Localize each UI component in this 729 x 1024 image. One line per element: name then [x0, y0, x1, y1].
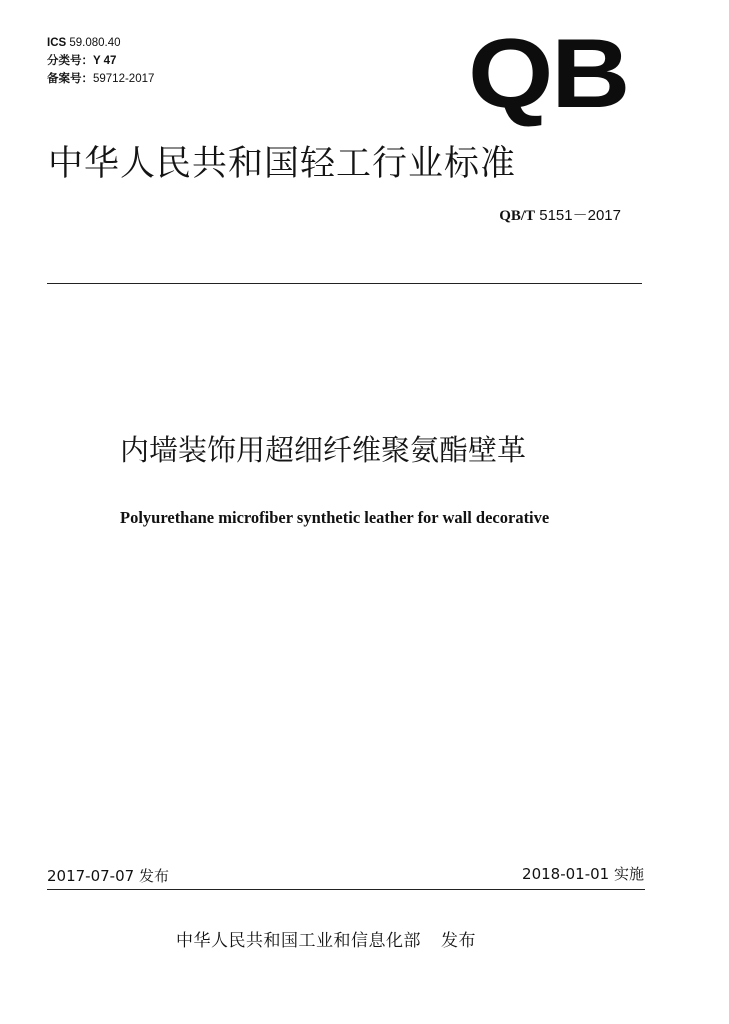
category-value: Y 47: [93, 55, 117, 67]
effective-date: 2018-01-01 实施: [522, 865, 644, 883]
document-title-cn: 内墙装饰用超细纤维聚氨酯壁革: [120, 433, 527, 467]
qb-logo: QB: [468, 18, 629, 128]
ics-label: ICS: [47, 37, 67, 49]
issue-date: 2017-07-07 发布: [47, 867, 169, 885]
standard-body-title: 中华人民共和国轻工行业标准: [48, 144, 517, 184]
footer-divider: [47, 889, 645, 890]
standard-code-number: 5151－2017: [539, 207, 621, 224]
standard-code: [499, 204, 621, 225]
filing-line: [47, 70, 154, 88]
category-line: [47, 52, 154, 70]
classification-block: [47, 34, 154, 88]
publisher-line: [176, 926, 476, 951]
publisher-verb: 发布: [441, 931, 476, 951]
standard-code-prefix: QB/T: [499, 208, 536, 224]
document-title-en: Polyurethane microfiber synthetic leather for wall decorative: [120, 508, 550, 527]
filing-value: 59712-2017: [93, 73, 155, 85]
ics-value: 59.080.40: [69, 37, 121, 49]
filing-label: 备案号：: [47, 73, 93, 85]
header-divider: [47, 283, 642, 284]
category-label: 分类号：: [47, 55, 93, 67]
ics-line: [47, 34, 154, 52]
publisher-name: 中华人民共和国工业和信息化部: [176, 931, 421, 951]
